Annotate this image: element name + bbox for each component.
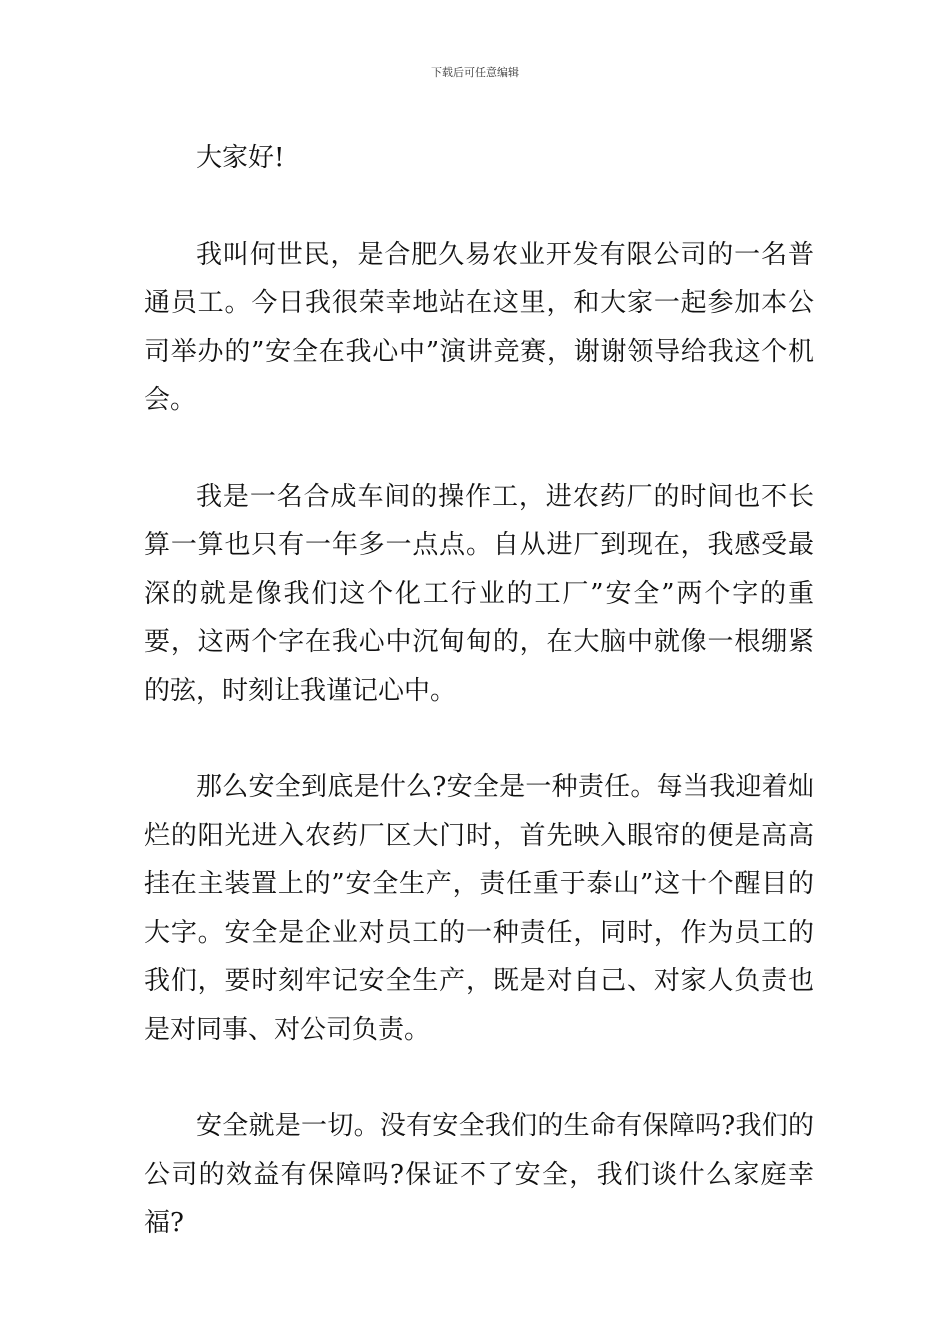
paragraph-greeting: 大家好! (196, 143, 285, 173)
page-header-note: 下载后可任意编辑 (431, 66, 519, 79)
paragraph-introduction: 我叫何世民，是合肥久易农业开发有限公司的一名普通员工。今日我很荣幸地站在这里，和大家一起参加本公司举办的”安全在我心中”演讲竞赛，谢谢领导给我这个机会。 (144, 239, 814, 415)
document-body (144, 134, 814, 1248)
paragraph-safety-everything: 安全就是一切。没有安全我们的生命有保障吗?我们的公司的效益有保障吗?保证不了安全，我们谈什么家庭幸福? (144, 1111, 814, 1238)
paragraph-experience: 我是一名合成车间的操作工，进农药厂的时间也不长算一算也只有一年多一点点。自从进厂到现在，我感受最深的就是像我们这个化工行业的工厂”安全”两个字的重要，这两个字在我心中沉甸甸的，在大脑中就像一根绷紧的弦，时刻让我谨记心中。 (144, 481, 814, 706)
paragraph-responsibility: 那么安全到底是什么?安全是一种责任。每当我迎着灿烂的阳光进入农药厂区大门时，首先映入眼帘的便是高高挂在主装置上的”安全生产，责任重于泰山”这十个醒目的大字。安全是企业对员工的一种责任，同时，作为员工的我们，要时刻牢记安全生产，既是对自己、对家人负责也是对同事、对公司负责。 (144, 772, 814, 1045)
